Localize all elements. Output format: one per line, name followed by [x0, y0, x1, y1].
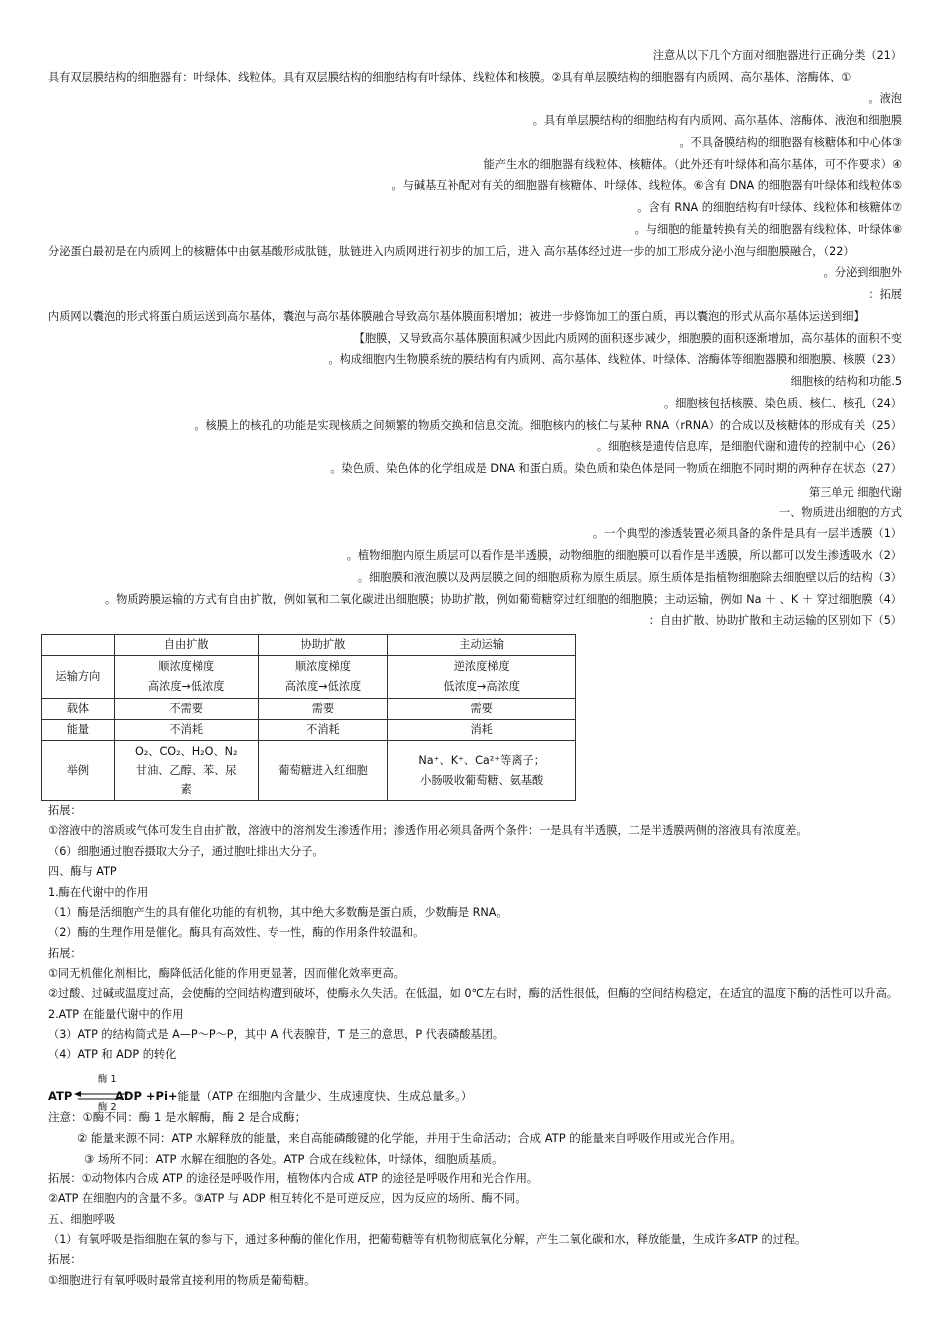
text-line: ①溶液中的溶质或气体可发生自由扩散，溶液中的溶剂发生渗透作用；渗透作用必须具备两个条件：一是具有半透膜，二是半透膜两侧的溶液具有浓度差。 — [48, 824, 808, 837]
text-line: 1.酶在代谢中的作用 — [48, 886, 149, 899]
section-heading: 五、细胞呼吸 — [48, 1213, 116, 1226]
table-header-cell — [42, 635, 115, 656]
cell-line: 甘油、乙醇、苯、尿 — [135, 764, 237, 777]
atp-label: ATP — [48, 1089, 73, 1103]
row-label: 运输方向 — [42, 656, 115, 699]
text-line: 。细胞核包括核膜、染色质、核仁、核孔（24） — [664, 397, 902, 410]
text-line: ①同无机催化剂相比，酶降低活化能的作用更显著，因而催化效率更高。 — [48, 967, 405, 980]
atp-note: 注意：①酶不同：酶 1 是水解酶，酶 2 是合成酶； — [48, 1110, 307, 1124]
adp-pi-label: ADP +Pi+ — [115, 1089, 178, 1103]
cell-line: 顺浓度梯度 — [158, 660, 215, 673]
text-line: ②ATP 在细胞内的含量不多。③ATP 与 ADP 相互转化不是可逆反应，因为反应的场所、酶不同。 — [48, 1192, 527, 1205]
text-line: 。具有单层膜结构的细胞结构有内质网、高尔基体、溶酶体、液泡和细胞膜 — [532, 114, 902, 127]
text-line: 。液泡 — [868, 92, 902, 105]
text-line: 具有双层膜结构的细胞器有：叶绿体、线粒体。具有双层膜结构的细胞结构有叶绿体、线粒体和核膜。②具有单层膜结构的细胞器有内质网、高尔基体、溶酶体、① — [48, 71, 852, 84]
table-header-cell: 主动运输 — [388, 635, 576, 656]
atp-note: ② 能量来源不同：ATP 水解释放的能量，来自高能磷酸键的化学能，并用于生命活动；合成 ATP 的能量来自呼吸作用或光合作用。 — [77, 1131, 742, 1145]
text-line: 。核膜上的核孔的功能是实现核质之间频繁的物质交换和信息交流。细胞核内的核仁与某种 RNA（rRNA）的合成以及核糖体的形成有关（25） — [194, 419, 902, 432]
table-row — [42, 741, 576, 801]
table-cell: 需要 — [388, 699, 576, 720]
cell-line: 高浓度→低浓度 — [284, 680, 362, 693]
cell-line: 高浓度→低浓度 — [147, 680, 225, 693]
text-line: 拓展： — [48, 1253, 82, 1266]
cell-line: 顺浓度梯度 — [294, 660, 351, 673]
text-line: 。与碱基互补配对有关的细胞器有核糖体、叶绿体、线粒体。⑥含有 DNA 的细胞器有叶绿体和线粒体⑤ — [391, 179, 902, 192]
text-line: 。细胞核是遗传信息库，是细胞代谢和遗传的控制中心（26） — [596, 440, 902, 453]
table-cell — [114, 656, 258, 699]
text-line: （1）酶是活细胞产生的具有催化功能的有机物，其中绝大多数酶是蛋白质，少数酶是 RNA。 — [48, 906, 508, 919]
text-line: 。含有 RNA 的细胞结构有叶绿体、线粒体和核糖体⑦ — [637, 201, 902, 214]
row-label: 能量 — [42, 720, 115, 741]
table-row — [42, 699, 576, 720]
table-header-row — [42, 635, 576, 656]
text-line: 拓展： — [48, 947, 82, 960]
text-line: 。分泌到细胞外 — [823, 266, 902, 279]
cell-line: O₂、CO₂、H₂O、N₂ — [134, 745, 238, 758]
cell-line: 低浓度→高浓度 — [443, 680, 520, 693]
table-header-cell: 自由扩散 — [114, 635, 258, 656]
unit-title: 第三单元 细胞代谢 — [808, 486, 902, 499]
table-cell — [258, 656, 388, 699]
section-heading: 四、酶与 ATP — [48, 865, 117, 878]
text-line: ②过酸、过碱或温度过高，会使酶的空间结构遭到破坏，使酶永久失活。在低温，如 0℃左右时，酶的活性很低，但酶的空间结构稳定，在适宜的温度下酶的活性可以升高。 — [48, 987, 898, 1000]
text-line: 分泌蛋白最初是在内质网上的核糖体中由氨基酸形成肽链，肽链进入内质网进行初步的加工后，进入 高尔基体经过进一步的加工形成分泌小泡与细胞膜融合，（22） — [48, 245, 855, 258]
table-cell: 不消耗 — [114, 720, 258, 741]
text-line: （3）ATP 的结构简式是 A—P～P～P，其中 A 代表腺苷，T 是三的意思，P 代表磷酸基团。 — [48, 1028, 504, 1041]
text-line: 。植物细胞内原生质层可以看作是半透膜，动物细胞的细胞膜可以看作是半透膜，所以都可以发生渗透吸水（2） — [346, 549, 902, 562]
text-line: （2）酶的生理作用是催化。酶具有高效性、专一性，酶的作用条件较温和。 — [48, 926, 425, 939]
transport-comparison-table — [41, 634, 576, 801]
enzyme1-label: 酶 1 — [98, 1074, 117, 1085]
table-row — [42, 720, 576, 741]
text-line: 拓展： — [48, 804, 82, 817]
table-cell — [388, 741, 576, 801]
text-line: 。构成细胞内生物膜系统的膜结构有内质网、高尔基体、线粒体、叶绿体、溶酶体等细胞器膜和细胞膜、核膜（23） — [328, 353, 902, 366]
text-line: 拓展：①动物体内合成 ATP 的途径是呼吸作用，植物体内合成 ATP 的途径是呼吸作用和光合作用。 — [48, 1172, 539, 1185]
atp-reaction-rhs — [115, 1089, 472, 1103]
text-line: 。与细胞的能量转换有关的细胞器有线粒体、叶绿体⑧ — [634, 223, 902, 236]
row-label: 举例 — [42, 741, 115, 801]
table-cell: 不消耗 — [258, 720, 388, 741]
table-cell: 需要 — [258, 699, 388, 720]
table-row — [42, 656, 576, 699]
cell-line: Na⁺、K⁺、Ca²⁺等离子； — [418, 753, 545, 767]
text-line: （4）ATP 和 ADP 的转化 — [48, 1048, 177, 1061]
text-line: 。物质跨膜运输的方式有自由扩散，例如氧和二氧化碳进出细胞膜；协助扩散，例如葡萄糖穿过红细胞的细胞膜；主动运输，例如 Na ＋ 、K ＋ 穿过细胞膜（4） — [104, 593, 902, 606]
text-line: ：拓展 — [868, 288, 902, 301]
cell-line: 逆浓度梯度 — [453, 660, 510, 673]
table-cell — [388, 656, 576, 699]
table-cell — [114, 741, 258, 801]
text-line: 。不具备膜结构的细胞器有核糖体和中心体③ — [679, 136, 902, 149]
text-line: （1）有氧呼吸是指细胞在氧的参与下，通过多种酶的催化作用，把葡萄糖等有机物彻底氧化分解，产生二氧化碳和水，释放能量，生成许多ATP 的过程。 — [48, 1233, 807, 1246]
text-line: 【胞膜，又导致高尔基体膜面积减少因此内质网的面积逐步减少，细胞膜的面积逐渐增加，高尔基体的面积不变 — [353, 332, 902, 345]
text-line: 2.ATP 在能量代谢中的作用 — [48, 1008, 184, 1021]
text-line: 。细胞膜和液泡膜以及两层膜之间的细胞质称为原生质层。原生质体是指植物细胞除去细胞壁以后的结构（3） — [357, 571, 902, 584]
text-line: 。一个典型的渗透装置必须具备的条件是具有一层半透膜（1） — [592, 527, 902, 540]
atp-note: ③ 场所不同：ATP 水解在细胞的各处。ATP 合成在线粒体，叶绿体，细胞质基质。 — [84, 1152, 504, 1166]
text-line: （6）细胞通过胞吞摄取大分子，通过胞吐排出大分子。 — [48, 845, 324, 858]
text-line: ：自由扩散、协助扩散和主动运输的区别如下（5） — [648, 614, 902, 627]
text-line: 。染色质、染色体的化学组成是 DNA 和蛋白质。染色质和染色体是同一物质在细胞不同时期的两种存在状态（27） — [330, 462, 902, 475]
cell-line: 素 — [180, 783, 192, 796]
table-header-cell: 协助扩散 — [258, 635, 388, 656]
section-heading: 一、物质进出细胞的方式 — [778, 506, 902, 519]
section-heading: 细胞核的结构和功能.5 — [790, 375, 902, 388]
text-line: 内质网以囊泡的形式将蛋白质运送到高尔基体，囊泡与高尔基体膜融合导致高尔基体膜面积增加；被进一步修饰加工的蛋白质，再以囊泡的形式从高尔基体运送到细】 — [48, 310, 865, 323]
table-cell: 葡萄糖进入红细胞 — [258, 741, 388, 801]
energy-note: 能量（ATP 在细胞内含量少、生成速度快、生成总量多。） — [177, 1089, 473, 1103]
table-cell: 消耗 — [388, 720, 576, 741]
text-line: 能产生水的细胞器有线粒体、核糖体。（此外还有叶绿体和高尔基体，可不作要求）④ — [483, 158, 902, 171]
table-cell: 不需要 — [114, 699, 258, 720]
cell-line: 小肠吸收葡萄糖、氨基酸 — [420, 773, 544, 787]
text-line: ①细胞进行有氧呼吸时最常直接利用的物质是葡萄糖。 — [48, 1274, 316, 1287]
row-label: 载体 — [42, 699, 115, 720]
organelle-heading: 注意从以下几个方面对细胞器进行正确分类（21） — [652, 49, 902, 62]
enzyme2-label: 酶 2 — [98, 1102, 117, 1113]
